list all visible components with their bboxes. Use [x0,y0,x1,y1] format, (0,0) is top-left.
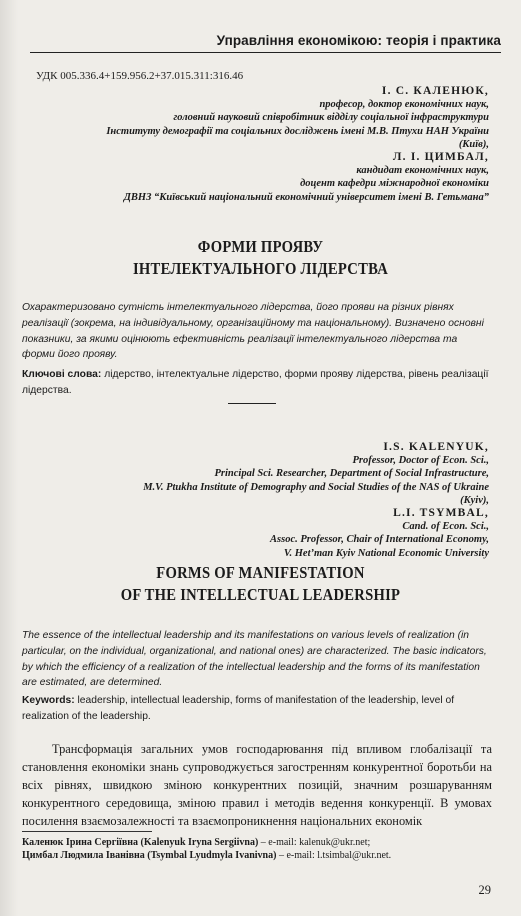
keywords-en [22,693,492,725]
journal-section-title: Управління економікою: теорія і практика [216,33,501,48]
title-line: FORMS OF MANIFESTATION [156,563,365,582]
keywords-ua [22,367,492,399]
udk-code: УДК 005.336.4+159.956.2+37.015.311:316.46 [36,70,244,82]
keywords-text: leadership, intellectual leadership, forms of manifestation of the leadership, level of realization of the leadership. [22,695,455,722]
footnote-author: Цимбал Людмила Іванівна (Tsymbal Lyudmyla Ivanivna) [22,850,277,861]
abstract-en: The essence of the intellectual leadership and its manifestations on various levels of realization (in particular, on the individual, organizational, and national ones) are characterized. The basic indicators, by which the efficiency of a realization of the intellectual leadership and the forms of its manifestation are estimated, are determined. [22,630,487,689]
footnote-email: – e-mail: l.tsimbal@ukr.net. [276,850,392,861]
footnote-divider [22,831,152,832]
author-affiliation-line: V. Het’man Kyiv National Economic University [283,547,489,559]
author-affiliation-line: (Kyiv), [460,494,489,506]
footnote-item [22,836,492,849]
keywords-label: Ключові слова: [22,369,102,380]
footnotes [22,836,492,862]
author-affiliation-line: (Київ), [458,138,489,150]
keywords-text: лідерство, інтелектуальне лідерство, форми прояву лідерства, рівень реалізації лідерства. [22,369,489,396]
author-affiliation-line: Professor, Doctor of Econ. Sci., [352,455,489,467]
author-affiliation-line: M.V. Ptukha Institute of Demography and Social Studies of the NAS of Ukraine [143,481,489,493]
abstract-ua: Охарактеризовано сутність інтелектуального лідерства, його прояви на різних рівнях реалізації (зокрема, на індивідуальному, організаційному та національному). Визначено основні показники, за якими оцінюють ефективність реалізації інтелектуального лідерства та форми його прояву. [22,302,484,361]
keywords-label: Keywords: [22,695,75,706]
author-affiliation-line: Assoc. Professor, Chair of International Economy, [270,534,489,546]
footnote-item [22,849,492,862]
ua-author-block [106,85,489,204]
running-header [30,30,501,53]
author-affiliation-line: Principal Sci. Researcher, Department of Social Infrastructure, [214,468,489,480]
article-title-en [36,562,484,606]
author-name: Л. І. ЦИМБАЛ, [392,151,489,164]
author-name: I.S. KALENYUK, [383,441,489,453]
section-divider [228,403,276,404]
author-affiliation-line: Інституту демографії та соціальних досліджень імені М.В. Птухи НАН України [106,125,489,137]
author-affiliation-line: доцент кафедри міжнародної економіки [300,178,489,190]
author-name: L.I. TSYMBAL, [393,507,489,520]
author-affiliation-line: кандидат економічних наук, [356,165,489,177]
author-affiliation-line: професор, доктор економічних наук, [319,99,489,111]
footnote-email: – e-mail: kalenuk@ukr.net; [258,837,371,848]
scan-shadow [0,0,18,916]
title-line: ФОРМИ ПРОЯВУ [197,237,324,256]
author-affiliation-line: Cand. of Econ. Sci., [402,521,489,533]
page-number: 29 [478,883,491,897]
article-title-ua [36,236,484,280]
title-line: OF THE INTELLECTUAL LEADERSHIP [120,585,401,604]
title-line: ІНТЕЛЕКТУАЛЬНОГО ЛІДЕРСТВА [132,259,389,278]
footnote-author: Каленюк Ірина Сергіївна (Kalenyuk Iryna Sergiivna) [22,837,259,848]
author-name: І. С. КАЛЕНЮК, [381,85,489,97]
en-author-block [143,441,489,560]
body-paragraph: Трансформація загальних умов господарювання під впливом глобалізації та становлення економіки знань супроводжується загостренням конкурентної боротьби на всіх рівнях, швидкою зміною конкурентних позицій, значним розшаруванням конкурентного середовища, зміною правил і методів ведення конкуренції. В умовах посилення взаємозалежності та взаємопроникнення національних економік [22,742,492,828]
author-affiliation-line: головний науковий співробітник відділу соціальної інфраструктури [173,112,489,124]
author-affiliation-line: ДВНЗ “Київський національний економічний університет імені В. Гетьмана” [123,191,489,203]
